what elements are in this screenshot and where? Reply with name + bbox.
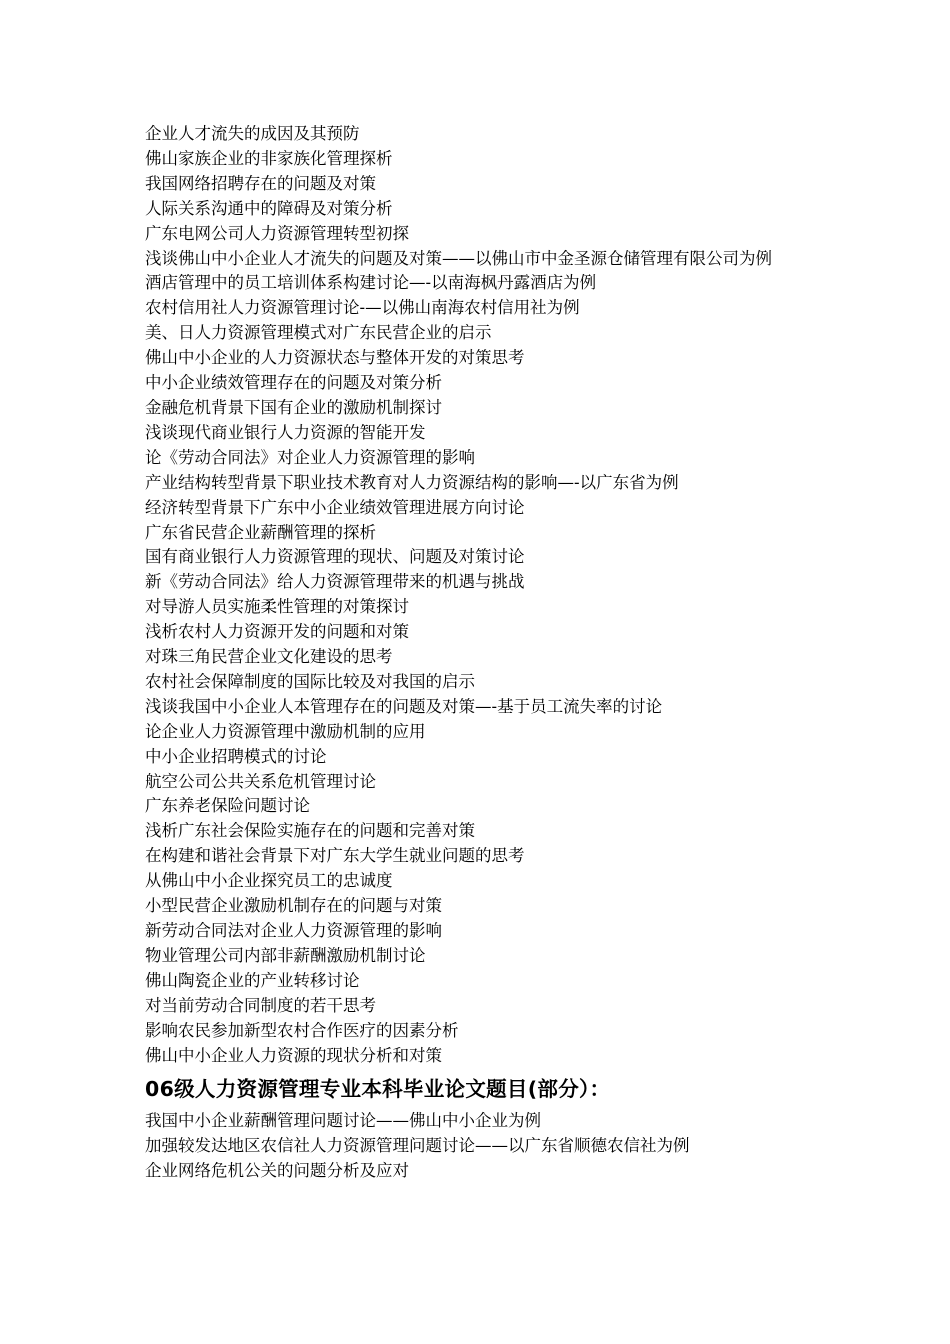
- thesis-title-item: 佛山陶瓷企业的产业转移讨论: [145, 970, 360, 990]
- thesis-title-item: 企业网络危机公关的问题分析及应对: [145, 1161, 409, 1181]
- thesis-title-item: 浅谈我国中小企业人本管理存在的问题及对策—-基于员工流失率的讨论: [145, 696, 663, 716]
- thesis-title-item: 对珠三角民营企业文化建设的思考: [145, 647, 393, 667]
- thesis-title-item: 浅析广东社会保险实施存在的问题和完善对策: [145, 821, 475, 841]
- thesis-title-item: 广东省民营企业薪酬管理的探析: [145, 522, 376, 542]
- thesis-title-item: 我国中小企业薪酬管理问题讨论——佛山中小企业为例: [145, 1111, 541, 1131]
- thesis-title-item: 人际关系沟通中的障碍及对策分析: [145, 198, 393, 218]
- thesis-title-list-05: [145, 122, 845, 1068]
- thesis-title-item: 影响农民参加新型农村合作医疗的因素分析: [145, 1020, 459, 1040]
- thesis-title-item: 论《劳动合同法》对企业人力资源管理的影响: [145, 447, 475, 467]
- thesis-title-item: 广东电网公司人力资源管理转型初探: [145, 223, 409, 243]
- thesis-title-item: 对导游人员实施柔性管理的对策探讨: [145, 597, 409, 617]
- document-page: [145, 122, 845, 1184]
- thesis-title-item: 浅析农村人力资源开发的问题和对策: [145, 622, 409, 642]
- thesis-title-item: 对当前劳动合同制度的若干思考: [145, 995, 376, 1015]
- thesis-title-item: 论企业人力资源管理中激励机制的应用: [145, 721, 426, 741]
- thesis-title-item: 国有商业银行人力资源管理的现状、问题及对策讨论: [145, 547, 525, 567]
- thesis-title-item: 金融危机背景下国有企业的激励机制探讨: [145, 397, 442, 417]
- thesis-title-item: 美、日人力资源管理模式对广东民营企业的启示: [145, 323, 492, 343]
- thesis-title-item: 我国网络招聘存在的问题及对策: [145, 173, 376, 193]
- thesis-title-item: 在构建和谐社会背景下对广东大学生就业问题的思考: [145, 846, 525, 866]
- section-heading-06: 06级人力资源管理专业本科毕业论文题目(部分）：: [145, 1077, 611, 1102]
- thesis-title-item: 佛山中小企业的人力资源状态与整体开发的对策思考: [145, 348, 525, 368]
- thesis-title-item: 浅谈现代商业银行人力资源的智能开发: [145, 422, 426, 442]
- thesis-title-item: 广东养老保险问题讨论: [145, 796, 310, 816]
- thesis-title-item: 从佛山中小企业探究员工的忠诚度: [145, 871, 393, 891]
- thesis-title-item: 新《劳动合同法》给人力资源管理带来的机遇与挑战: [145, 572, 525, 592]
- thesis-title-item: 加强较发达地区农信社人力资源管理问题讨论——以广东省顺德农信社为例: [145, 1136, 690, 1156]
- thesis-title-item: 产业结构转型背景下职业技术教育对人力资源结构的影响—-以广东省为例: [145, 472, 679, 492]
- thesis-title-list-06: [145, 1109, 845, 1184]
- thesis-title-item: 企业人才流失的成因及其预防: [145, 124, 360, 143]
- thesis-title-item: 航空公司公共关系危机管理讨论: [145, 771, 376, 791]
- thesis-title-item: 农村社会保障制度的国际比较及对我国的启示: [145, 671, 475, 691]
- thesis-title-item: 农村信用社人力资源管理讨论-—以佛山南海农村信用社为例: [145, 298, 580, 318]
- thesis-title-item: 中小企业绩效管理存在的问题及对策分析: [145, 373, 442, 393]
- thesis-title-item: 物业管理公司内部非薪酬激励机制讨论: [145, 945, 426, 965]
- thesis-title-item: 浅谈佛山中小企业人才流失的问题及对策——以佛山市中金圣源仓储管理有限公司为例: [145, 248, 772, 268]
- thesis-title-item: 小型民营企业激励机制存在的问题与对策: [145, 896, 442, 916]
- thesis-title-item: 经济转型背景下广东中小企业绩效管理进展方向讨论: [145, 497, 525, 517]
- thesis-title-item: 中小企业招聘模式的讨论: [145, 746, 327, 766]
- thesis-title-item: 新劳动合同法对企业人力资源管理的影响: [145, 921, 442, 940]
- thesis-title-item: 佛山家族企业的非家族化管理探析: [145, 148, 393, 168]
- thesis-title-item: 酒店管理中的员工培训体系构建讨论—-以南海枫丹露酒店为例: [145, 273, 597, 293]
- thesis-title-item: 佛山中小企业人力资源的现状分析和对策: [145, 1045, 442, 1065]
